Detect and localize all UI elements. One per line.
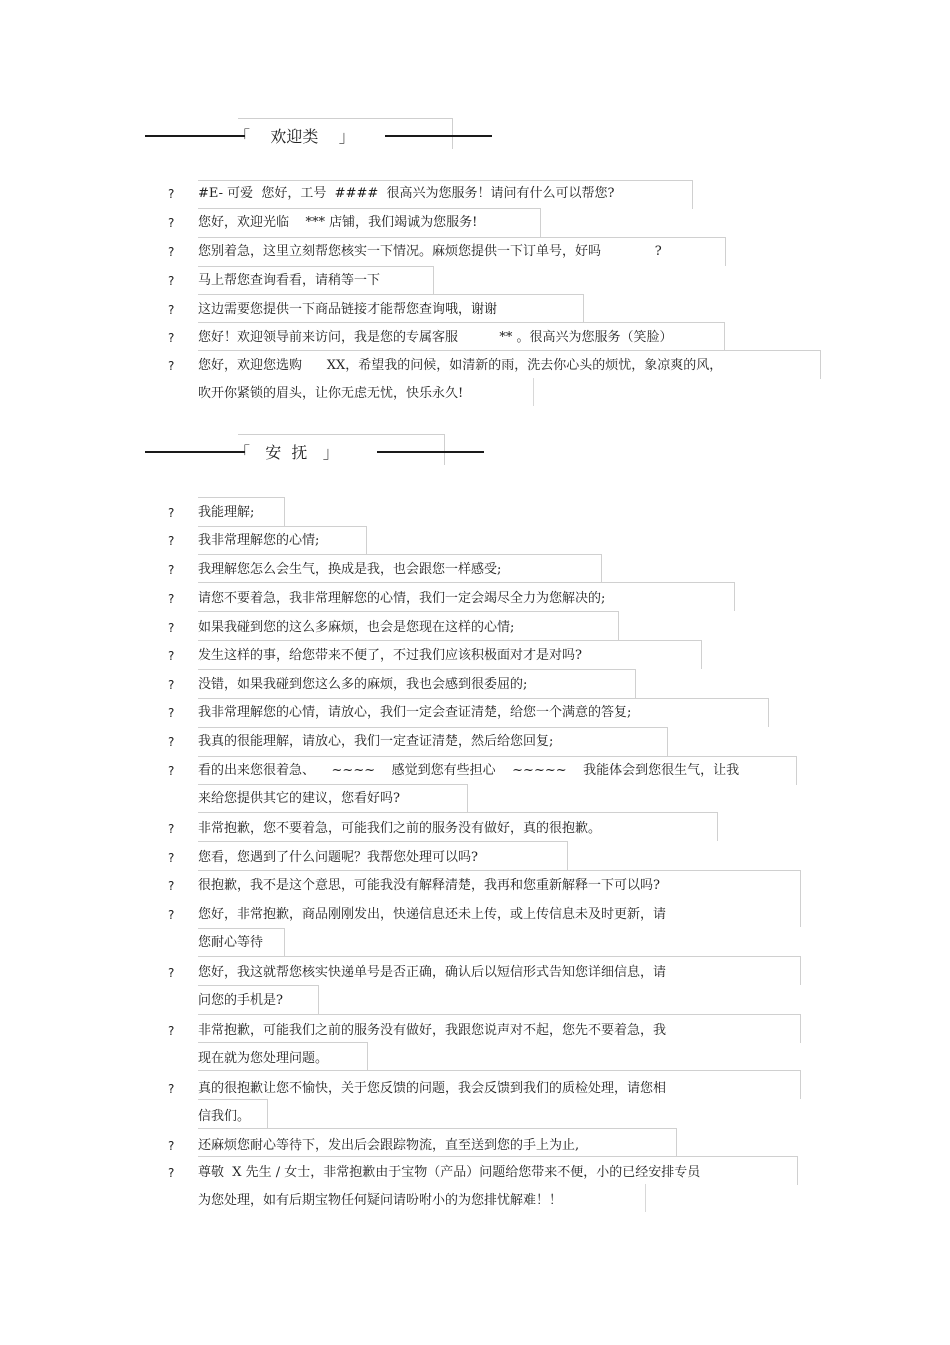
text-frame <box>198 497 285 526</box>
text-frame <box>198 1042 368 1071</box>
phrase-text: 我非常理解您的心情; <box>198 533 320 548</box>
bullet-marker: ? <box>168 506 175 520</box>
phrase-text: 我理解您怎么会生气，换成是我，也会跟您一样感受; <box>198 562 502 577</box>
phrase-text: 尊敬 X 先生 / 女士，非常抱歉由于宝物（产品）问题给您带来不便，小的已经安排专员 <box>198 1165 701 1180</box>
text-frame <box>198 266 434 295</box>
text-frame <box>198 812 718 841</box>
bullet-marker: ? <box>168 534 175 548</box>
section-title: 「 欢迎类 」 <box>234 127 355 146</box>
text-frame <box>198 1099 268 1128</box>
phrase-text: 为您处理，如有后期宝物任何疑问请吩咐小的为您排忧解难！！ <box>198 1193 563 1208</box>
bullet-marker: ? <box>168 187 175 201</box>
phrase-text: 还麻烦您耐心等待下，发出后会跟踪物流，直至送到您的手上为止, <box>198 1138 580 1153</box>
phrase-text: 您好，非常抱歉，商品刚刚发出，快递信息还未上传，或上传信息未及时更新，请 <box>198 907 667 922</box>
text-frame <box>198 1014 801 1043</box>
bullet-marker: ? <box>168 879 175 893</box>
phrase-text: 您看，您遇到了什么问题呢？我帮您处理可以吗? <box>198 850 478 865</box>
text-frame <box>198 985 319 1014</box>
phrase-text: 信我们。 <box>198 1109 251 1124</box>
phrase-text: 我真的很能理解，请放心，我们一定查证清楚，然后给您回复; <box>198 734 554 749</box>
heading-rule-right <box>377 451 484 453</box>
bullet-marker: ? <box>168 764 175 778</box>
phrase-text: 我能理解; <box>198 505 255 520</box>
bullet-marker: ? <box>168 851 175 865</box>
text-frame <box>198 928 285 957</box>
bullet-marker: ? <box>168 303 175 317</box>
phrase-text: 您耐心等待 <box>198 935 264 950</box>
bullet-marker: ? <box>168 274 175 288</box>
text-frame <box>198 841 568 870</box>
text-frame <box>198 180 693 209</box>
text-frame <box>198 956 801 985</box>
phrase-text: 您好，欢迎您选购 XX，希望我的问候，如清新的雨，洗去你心头的烦忧，象凉爽的风， <box>198 358 723 373</box>
phrase-text: 您好，欢迎光临 *** 店铺，我们竭诚为您服务! <box>198 215 478 230</box>
bullet-marker: ? <box>168 621 175 635</box>
text-frame <box>198 208 541 237</box>
text-frame <box>198 756 797 785</box>
text-frame <box>198 526 367 555</box>
bullet-marker: ? <box>168 735 175 749</box>
bullet-marker: ? <box>168 1139 175 1153</box>
bullet-marker: ? <box>168 563 175 577</box>
phrase-text: 马上帮您查询看看，请稍等一下 <box>198 273 381 288</box>
text-frame <box>198 640 702 669</box>
section-title: 「 安 抚 」 <box>234 443 339 462</box>
bullet-marker: ? <box>168 966 175 980</box>
phrase-text: 真的很抱歉让您不愉快，关于您反馈的问题，我会反馈到我们的质检处理，请您相 <box>198 1081 667 1096</box>
bullet-marker: ? <box>168 331 175 345</box>
phrase-text: 您别着急，这里立刻帮您核实一下情况。麻烦您提供一下订单号，好吗 ? <box>198 244 662 259</box>
text-frame <box>198 1070 801 1099</box>
section-heading-welcome <box>0 118 950 154</box>
phrase-text: 您好，我这就帮您核实快递单号是否正确，确认后以短信形式告知您详细信息，请 <box>198 965 667 980</box>
bullet-marker: ? <box>168 908 175 922</box>
phrase-text: 如果我碰到您的这么多麻烦，也会是您现在这样的心情; <box>198 620 515 635</box>
text-frame <box>198 350 821 379</box>
phrase-text: 我非常理解您的心情，请放心，我们一定会查证清楚，给您一个满意的答复; <box>198 705 632 720</box>
phrase-text: 没错，如果我碰到您这么多的麻烦，我也会感到很委屈的; <box>198 677 528 692</box>
bullet-marker: ? <box>168 822 175 836</box>
phrase-text: 这边需要您提供一下商品链接才能帮您查询哦，谢谢 <box>198 302 498 317</box>
text-frame <box>198 237 726 266</box>
bullet-marker: ? <box>168 678 175 692</box>
text-frame <box>198 1128 677 1157</box>
text-frame <box>198 322 725 351</box>
phrase-text: 发生这样的事，给您带来不便了，不过我们应该积极面对才是对吗? <box>198 648 582 663</box>
bullet-marker: ? <box>168 245 175 259</box>
bullet-marker: ? <box>168 706 175 720</box>
phrase-text: 很抱歉，我不是这个意思，可能我没有解释清楚，我再和您重新解释一下可以吗? <box>198 878 660 893</box>
bullet-marker: ? <box>168 1166 175 1180</box>
text-frame <box>198 698 769 727</box>
bullet-marker: ? <box>168 592 175 606</box>
text-frame <box>198 669 636 698</box>
frame-edge <box>645 1184 646 1212</box>
phrase-text: 非常抱歉，您不要着急，可能我们之前的服务没有做好，真的很抱歉。 <box>198 821 602 836</box>
phrase-text: 非常抱歉，可能我们之前的服务没有做好，我跟您说声对不起，您先不要着急，我 <box>198 1023 667 1038</box>
phrase-text: 现在就为您处理问题。 <box>198 1051 329 1066</box>
section-heading-soothe <box>0 434 950 470</box>
bullet-marker: ? <box>168 649 175 663</box>
phrase-text: 吹开你紧锁的眉头，让你无虑无忧，快乐永久! <box>198 386 464 401</box>
phrase-text: 来给您提供其它的建议，您看好吗? <box>198 791 400 806</box>
text-frame <box>198 870 801 927</box>
bullet-marker: ? <box>168 1024 175 1038</box>
phrase-text: 您好！欢迎领导前来访问，我是您的专属客服 ** 。很高兴为您服务（笑脸） <box>198 330 673 345</box>
bullet-marker: ? <box>168 1082 175 1096</box>
text-frame <box>198 294 584 323</box>
bullet-marker: ? <box>168 216 175 230</box>
text-frame <box>198 611 619 640</box>
phrase-text: 看的出来您很着急、 ~~~~ 感觉到您有些担心 ~~~~~ 我能体会到您很生气，让我 <box>198 763 740 778</box>
heading-rule-left <box>145 135 245 137</box>
phrase-text: #E- 可爱 您好，工号 #### 很高兴为您服务！请问有什么可以帮您? <box>198 186 615 201</box>
bullet-marker: ? <box>168 359 175 373</box>
frame-edge <box>533 378 534 406</box>
text-frame <box>198 1156 798 1185</box>
heading-rule-left <box>145 451 245 453</box>
text-frame <box>198 582 735 611</box>
heading-rule-right <box>385 135 492 137</box>
text-frame <box>198 727 668 756</box>
phrase-text: 请您不要着急，我非常理解您的心情，我们一定会竭尽全力为您解决的; <box>198 591 606 606</box>
text-frame <box>198 554 602 583</box>
text-frame <box>198 784 468 813</box>
phrase-text: 问您的手机是? <box>198 993 283 1008</box>
